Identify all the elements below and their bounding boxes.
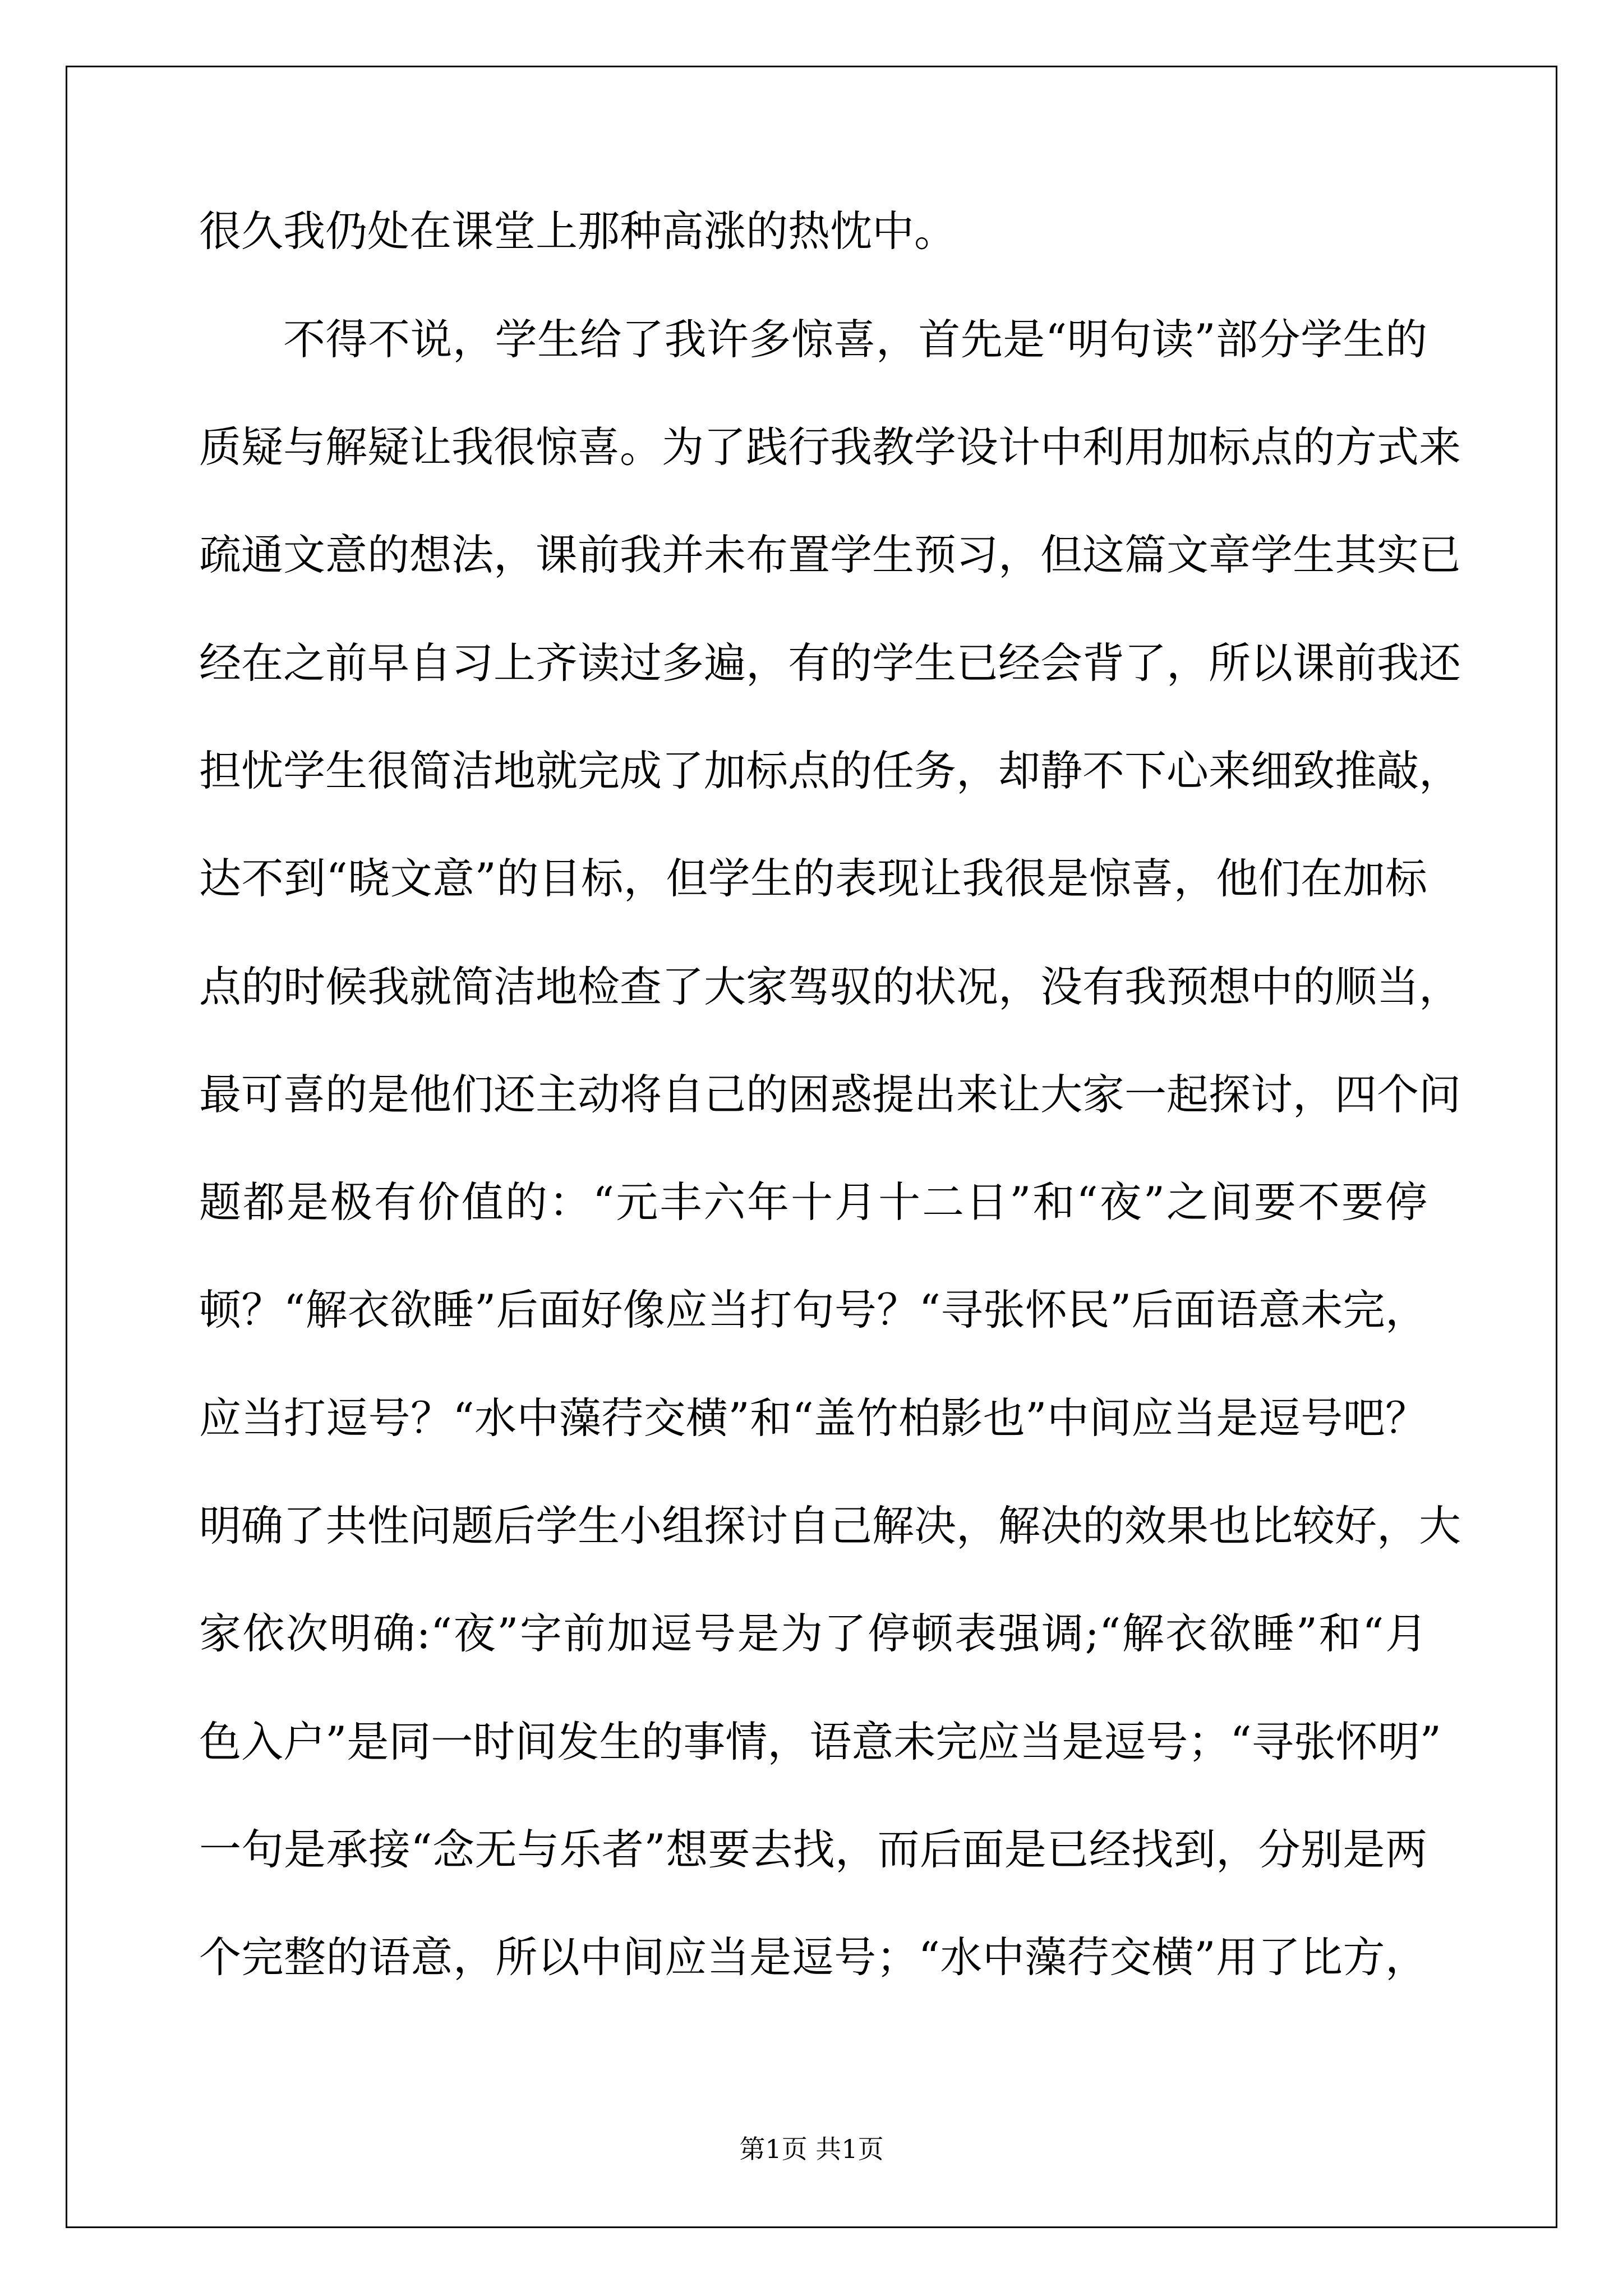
text-line: 个完整的语意，所以中间应当是逗号；“水中藻荇交横”用了比方， bbox=[199, 1932, 1427, 1982]
text-line: 点的时候我就简洁地检查了大家驾驭的状况，没有我预想中的顺当， bbox=[199, 962, 1461, 1011]
text-line: 质疑与解疑让我很惊喜。为了践行我教学设计中利用加标点的方式来 bbox=[199, 422, 1461, 472]
text-line: 很久我仍处在课堂上那种高涨的热忱中。 bbox=[199, 206, 957, 256]
text-line: 家依次明确:“夜”字前加逗号是为了停顿表强调;“解衣欲睡”和“月 bbox=[199, 1609, 1427, 1658]
text-line: 达不到“晓文意”的目标，但学生的表现让我很是惊喜，他们在加标 bbox=[199, 854, 1427, 903]
text-line: 色入户”是同一时间发生的事情，语意未完应当是逗号；“寻张怀明” bbox=[199, 1717, 1442, 1766]
text-line: 顿？“解衣欲睡”后面好像应当打句号？“寻张怀民”后面语意未完， bbox=[199, 1285, 1427, 1335]
text-line: 经在之前早自习上齐读过多遍，有的学生已经会背了，所以课前我还 bbox=[199, 638, 1461, 688]
text-line: 一句是承接“念无与乐者”想要去找，而后面是已经找到，分别是两 bbox=[199, 1825, 1427, 1874]
text-line: 担忧学生很简洁地就完成了加标点的任务，却静不下心来细致推敲， bbox=[199, 746, 1461, 795]
text-line: 最可喜的是他们还主动将自己的困惑提出来让大家一起探讨，四个问 bbox=[199, 1070, 1461, 1119]
text-line: 题都是极有价值的：“元丰六年十月十二日”和“夜”之间要不要停 bbox=[199, 1177, 1427, 1227]
page-border bbox=[66, 66, 1557, 2228]
text-line: 明确了共性问题后学生小组探讨自己解决，解决的效果也比较好，大 bbox=[199, 1501, 1461, 1550]
text-line: 不得不说，学生给了我许多惊喜，首先是“明句读”部分学生的 bbox=[283, 315, 1427, 364]
text-line: 应当打逗号？“水中藻荇交横”和“盖竹柏影也”中间应当是逗号吧？ bbox=[199, 1393, 1427, 1443]
text-line: 疏通文意的想法，课前我并未布置学生预习，但这篇文章学生其实已 bbox=[199, 530, 1461, 579]
page-footer: 第1页 共1页 bbox=[739, 2134, 884, 2164]
